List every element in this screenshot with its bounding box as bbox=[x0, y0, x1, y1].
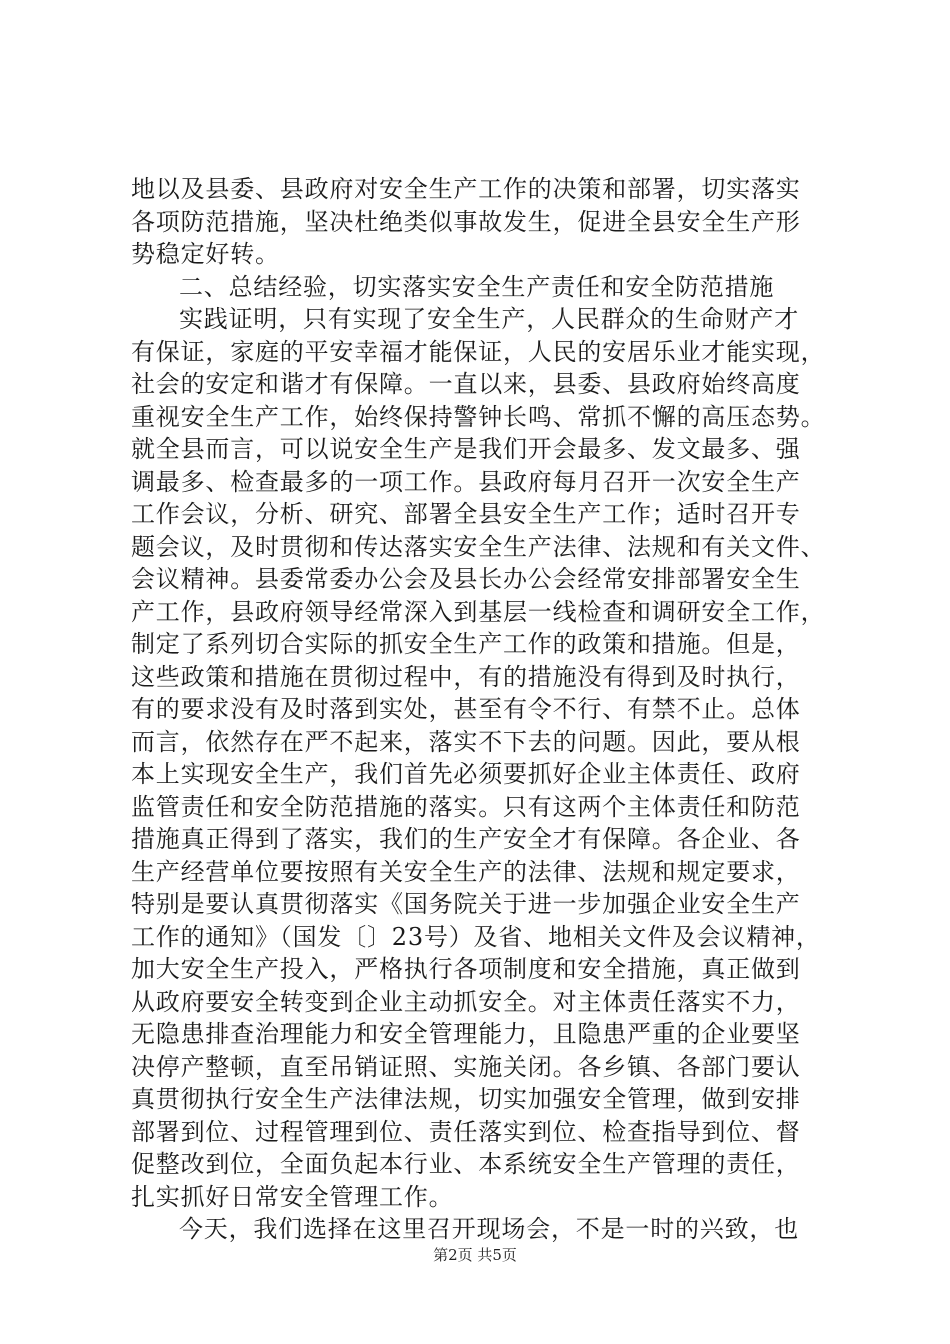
text-line: 题会议，及时贯彻和传达落实安全生产法律、法规和有关文件、 bbox=[131, 532, 826, 561]
text-line: 决停产整顿，直至吊销证照、实施关闭。各乡镇、各部门要认 bbox=[131, 1052, 801, 1081]
text-line: 实践证明，只有实现了安全生产，人民群众的生命财产才 bbox=[179, 305, 799, 333]
text-line: 真贯彻执行安全生产法律法规，切实加强安全管理，做到安排 bbox=[131, 1085, 801, 1113]
text-line: 工作的通知》（国发〔〕23号）及省、地相关文件及会议精神， bbox=[131, 922, 821, 951]
text-line: 产工作，县政府领导经常深入到基层一线检查和调研安全工作， bbox=[131, 597, 826, 626]
text-line: 部署到位、过程管理到位、责任落实到位、检查指导到位、督 bbox=[131, 1117, 801, 1146]
text-line: 重视安全生产工作，始终保持警钟长鸣、常抓不懈的高压态势。 bbox=[131, 402, 826, 431]
text-line: 社会的安定和谐才有保障。一直以来，县委、县政府始终高度 bbox=[131, 370, 801, 398]
page-footer: 第2页 共5页 bbox=[433, 1246, 517, 1264]
text-line: 制定了系列切合实际的抓安全生产工作的政策和措施。但是， bbox=[131, 630, 801, 658]
text-line: 这些政策和措施在贯彻过程中，有的措施没有得到及时执行， bbox=[131, 662, 801, 691]
text-line: 从政府要安全转变到企业主动抓安全。对主体责任落实不力， bbox=[131, 987, 801, 1016]
text-line: 就全县而言，可以说安全生产是我们开会最多、发文最多、强 bbox=[131, 435, 801, 463]
text-line: 生产经营单位要按照有关安全生产的法律、法规和规定要求， bbox=[131, 857, 801, 886]
text-line: 有的要求没有及时落到实处，甚至有令不行、有禁不止。总体 bbox=[131, 695, 801, 723]
text-line: 无隐患排查治理能力和安全管理能力，且隐患严重的企业要坚 bbox=[131, 1020, 801, 1048]
text-line: 调最多、检查最多的一项工作。县政府每月召开一次安全生产 bbox=[131, 467, 801, 496]
text-line: 地以及县委、县政府对安全生产工作的决策和部署，切实落实 bbox=[131, 175, 801, 203]
text-line: 会议精神。县委常委办公会及县长办公会经常安排部署安全生 bbox=[131, 565, 801, 593]
text-line: 有保证，家庭的平安幸福才能保证，人民的安居乐业才能实现， bbox=[131, 337, 826, 366]
text-line: 各项防范措施，坚决杜绝类似事故发生，促进全县安全生产形 bbox=[131, 207, 801, 236]
text-line: 促整改到位，全面负起本行业、本系统安全生产管理的责任， bbox=[131, 1150, 801, 1178]
text-line: 而言，依然存在严不起来，落实不下去的问题。因此，要从根 bbox=[131, 727, 801, 756]
text-line: 二、总结经验，切实落实安全生产责任和安全防范措施 bbox=[179, 272, 775, 301]
text-line: 今天，我们选择在这里召开现场会，不是一时的兴致，也 bbox=[179, 1215, 799, 1243]
text-line: 加大安全生产投入，严格执行各项制度和安全措施，真正做到 bbox=[131, 955, 801, 983]
text-line: 特别是要认真贯彻落实《国务院关于进一步加强企业安全生产 bbox=[131, 890, 801, 918]
text-line: 扎实抓好日常安全管理工作。 bbox=[131, 1182, 454, 1211]
text-line: 势稳定好转。 bbox=[131, 240, 280, 268]
text-line: 措施真正得到了落实，我们的生产安全才有保障。各企业、各 bbox=[131, 825, 801, 853]
text-line: 监管责任和安全防范措施的落实。只有这两个主体责任和防范 bbox=[131, 792, 801, 821]
text-line: 本上实现安全生产，我们首先必须要抓好企业主体责任、政府 bbox=[131, 760, 801, 788]
document-body bbox=[131, 173, 831, 1246]
text-line: 工作会议，分析、研究、部署全县安全生产工作；适时召开专 bbox=[131, 500, 801, 528]
